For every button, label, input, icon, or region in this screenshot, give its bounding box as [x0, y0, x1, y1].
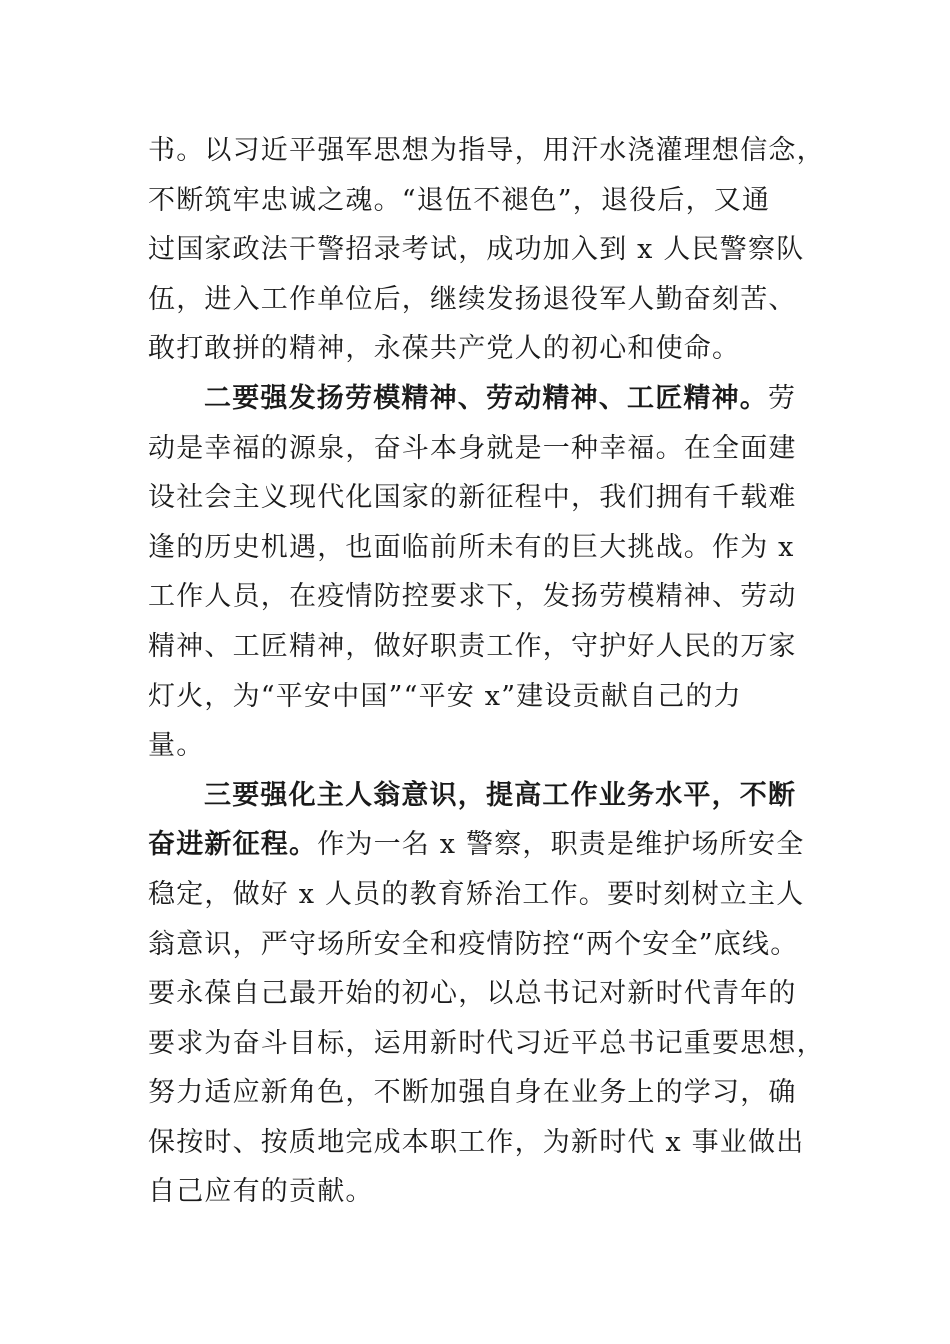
- text-line: 设社会主义现代化国家的新征程中，我们拥有千载难: [148, 482, 797, 514]
- text-line: 动是幸福的源泉，奋斗本身就是一种幸福。在全面建: [148, 432, 797, 464]
- text-line: 稳定，做好 x 人员的教育矫治工作。要时刻树立主人: [148, 878, 805, 910]
- paragraph-3-second-line: [148, 820, 828, 870]
- text-line: 工作人员，在疫情防控要求下，发扬劳模精神、劳动: [148, 581, 797, 613]
- text-line: 逢的历史机遇，也面临前所未有的巨大挑战。作为 x: [148, 531, 795, 563]
- text-line: 努力适应新角色，不断加强自身在业务上的学习，确: [148, 1077, 797, 1109]
- paragraph-2-first-line-rest: 劳: [768, 382, 797, 414]
- text-line: 翁意识，严守场所安全和疫情防控“两个安全”底线。: [148, 928, 799, 960]
- text-line: 敢打敢拼的精神，永葆共产党人的初心和使命。: [148, 333, 741, 365]
- text-line: 书。以习近平强军思想为指导，用汗水浇灌理想信念，: [148, 135, 825, 166]
- text-line: 过国家政法干警招录考试，成功加入到 x 人民警察队: [148, 234, 805, 266]
- paragraph-1: [148, 126, 828, 374]
- text-line: 要永葆自己最开始的初心，以总书记对新时代青年的: [148, 978, 797, 1010]
- paragraph-2-first-line: [148, 374, 828, 424]
- text-line: 保按时、按质地完成本职工作，为新时代 x 事业做出: [148, 1126, 805, 1158]
- text-line: 灯火，为“平安中国”“平安 x”建设贡献自己的力: [148, 680, 742, 712]
- paragraph-3: [148, 771, 828, 1217]
- paragraph-3-heading-line-2: 奋进新征程。: [148, 829, 318, 861]
- paragraph-2: [148, 374, 828, 771]
- text-line: 不断筑牢忠诚之魂。“退伍不褪色”，退役后，又通: [148, 184, 771, 216]
- document-body: [148, 126, 828, 1217]
- paragraph-2-heading: 二要强发扬劳模精神、劳动精神、工匠精神。: [204, 382, 768, 414]
- text-line: 自己应有的贡献。: [148, 1176, 374, 1208]
- text-line: 精神、工匠精神，做好职责工作，守护好人民的万家: [148, 630, 797, 662]
- text-line: 伍，进入工作单位后，继续发扬退役军人勤奋刻苦、: [148, 283, 797, 315]
- paragraph-3-heading-line-1: 三要强化主人翁意识，提高工作业务水平，不断: [204, 779, 797, 811]
- paragraph-3-second-line-rest: 作为一名 x 警察，职责是维护场所安全: [317, 829, 805, 861]
- text-line: 要求为奋斗目标，运用新时代习近平总书记重要思想，: [148, 1027, 825, 1059]
- text-line: 量。: [148, 730, 205, 762]
